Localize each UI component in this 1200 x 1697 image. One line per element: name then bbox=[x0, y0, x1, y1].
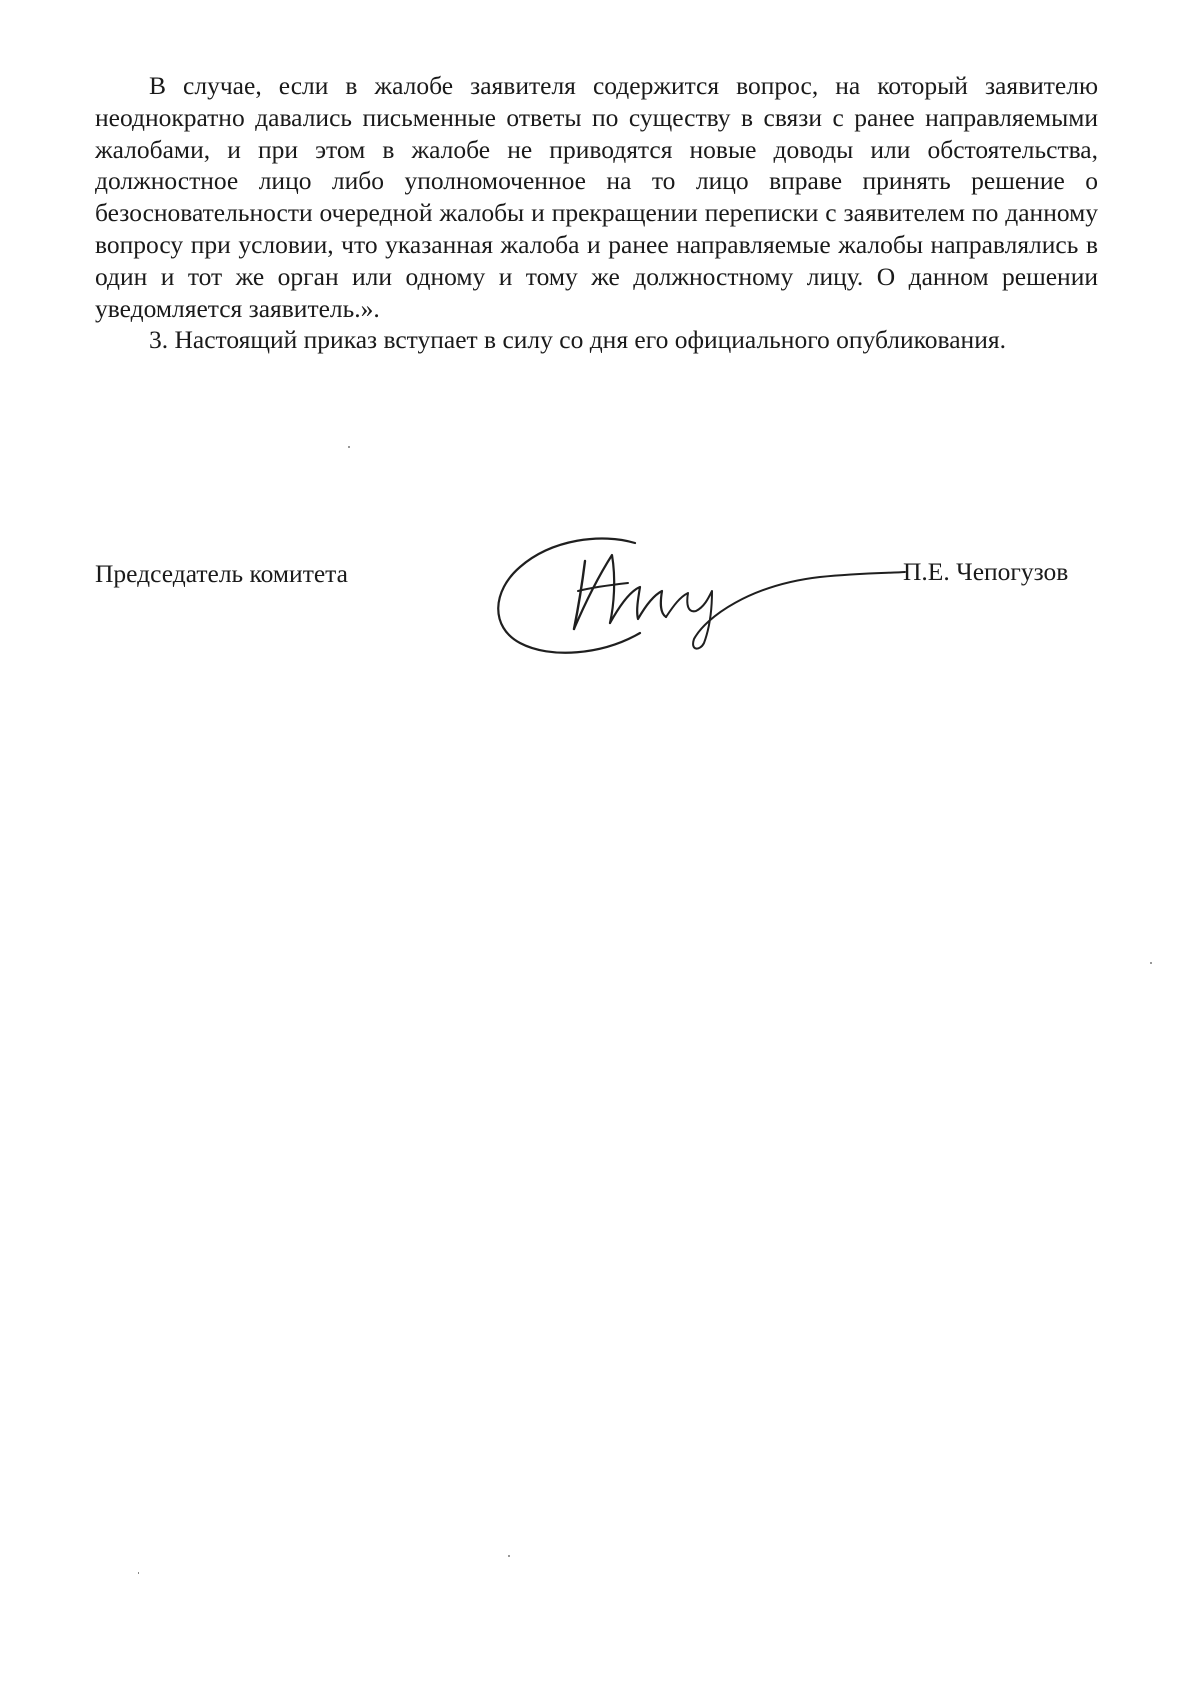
paragraph-complaint-rule: В случае, если в жалобе заявителя содержится вопрос, на который заявителю неоднократно давались письменные ответы по существу в связи с ранее направляемыми жалобами, и при этом в жалобе не приводятся новые доводы или обстоятельства, должностное лицо либо уполномоченное на то лицо вправе принять решение о безосновательности очередной жалобы и прекращении переписки с заявителем по данному вопросу при условии, что указанная жалоба и ранее направляемые жалобы направлялись в один и тот же орган или одному и тому же должностному лицу. О данном решении уведомляется заявитель.». bbox=[95, 71, 1098, 323]
paragraph-effective-date: 3. Настоящий приказ вступает в силу со дня его официального опубликования. bbox=[149, 325, 1006, 355]
signatory-position: Председатель комитета bbox=[95, 559, 348, 588]
scan-speck bbox=[348, 446, 350, 448]
scan-speck bbox=[508, 1555, 510, 1557]
handwritten-signature bbox=[490, 525, 910, 660]
document-body bbox=[95, 70, 1098, 356]
signatory-name: П.Е. Чепогузов bbox=[903, 557, 1069, 586]
scan-speck bbox=[1150, 962, 1152, 964]
scan-speck bbox=[138, 1572, 139, 1574]
